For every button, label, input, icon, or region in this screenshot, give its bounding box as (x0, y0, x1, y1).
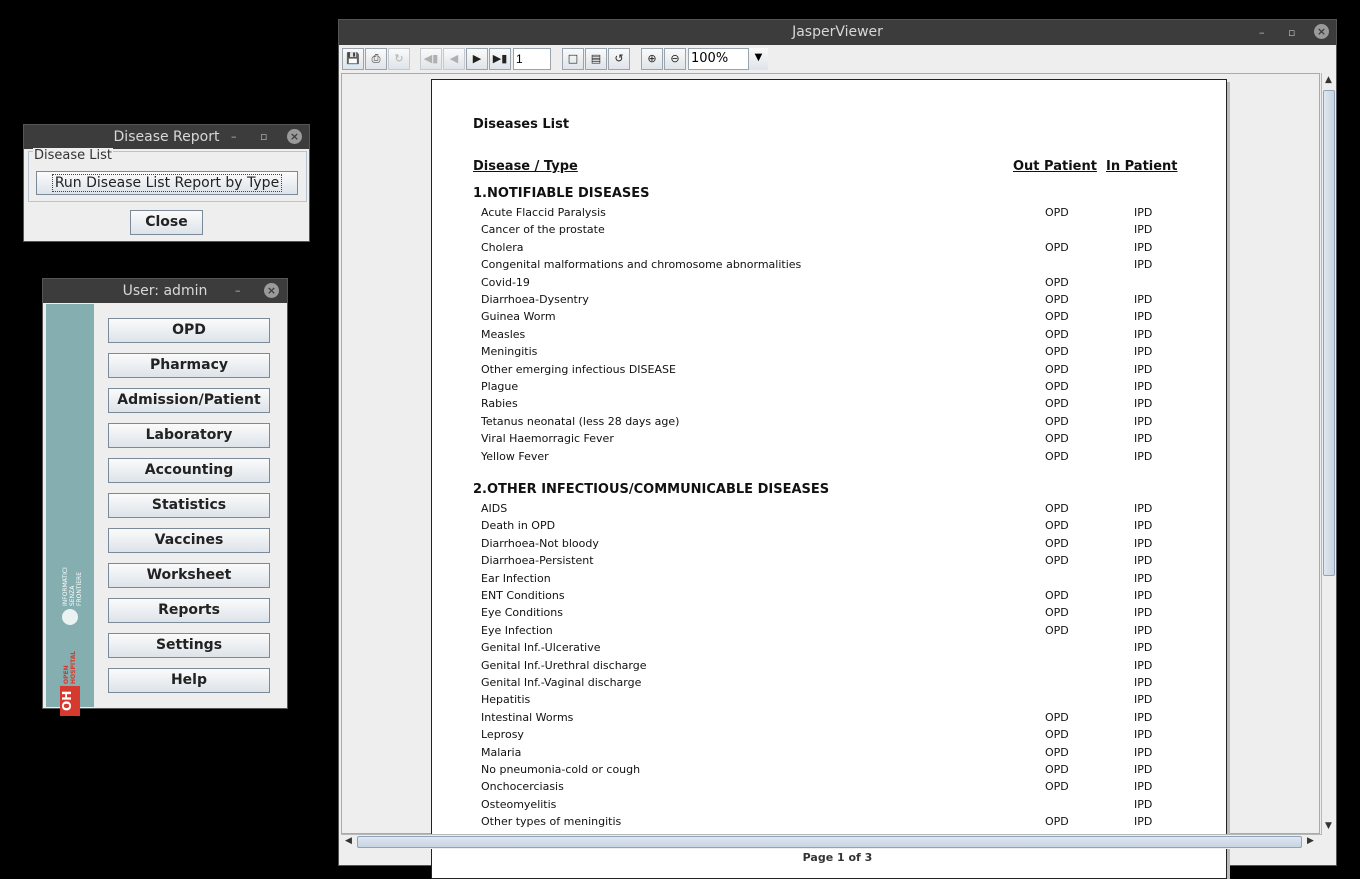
disease-report-title: Disease Report (113, 129, 220, 145)
menu-button-accounting[interactable]: Accounting (108, 458, 270, 483)
out-patient-value: OPD (1045, 606, 1069, 620)
disease-row (481, 380, 1221, 397)
disease-name: Covid-19 (481, 275, 530, 289)
close-icon[interactable]: × (1314, 24, 1329, 39)
out-patient-value: OPD (1045, 780, 1069, 794)
out-patient-value: OPD (1045, 380, 1069, 393)
viewer-title: JasperViewer (792, 24, 883, 40)
disease-name: Measles (481, 327, 526, 341)
out-patient-value: OPD (1045, 554, 1069, 568)
in-patient-value: IPD (1134, 641, 1153, 655)
isf-logo-icon (62, 609, 78, 625)
menu-button-help[interactable]: Help (108, 668, 270, 693)
actual-size-icon[interactable]: □ (562, 48, 584, 70)
in-patient-value: IPD (1134, 380, 1153, 393)
disease-row (481, 206, 1221, 223)
disease-name: AIDS (481, 502, 508, 515)
disease-row (481, 572, 1221, 589)
disease-name: Meningitis (481, 345, 538, 359)
open-hospital-logo: OH (60, 686, 80, 716)
disease-name: Cancer of the prostate (481, 223, 605, 237)
in-patient-value: IPD (1134, 589, 1153, 602)
disease-name: Osteomyelitis (481, 797, 557, 811)
scroll-down-icon[interactable]: ▼ (1325, 821, 1332, 831)
out-patient-value: OPD (1045, 589, 1069, 602)
menu-button-worksheet[interactable]: Worksheet (108, 563, 270, 588)
out-patient-value: OPD (1045, 275, 1069, 289)
reload-icon[interactable]: ↻ (388, 48, 410, 70)
horizontal-scrollbar[interactable] (341, 834, 1321, 849)
disease-row (481, 763, 1221, 780)
zoom-select[interactable]: 100% (688, 48, 768, 70)
out-patient-value: OPD (1045, 397, 1069, 411)
in-patient-value: IPD (1134, 710, 1153, 724)
disease-row (481, 345, 1221, 362)
disease-row (481, 432, 1221, 449)
horizontal-scroll-thumb[interactable] (357, 836, 1302, 848)
in-patient-value: IPD (1134, 293, 1153, 306)
out-patient-value: OPD (1045, 310, 1069, 324)
disease-name: Genital Inf.-Ulcerative (481, 641, 601, 655)
disease-name: Tetanus neonatal (less 28 days age) (481, 414, 680, 428)
disease-row (481, 641, 1221, 658)
disease-row (481, 589, 1221, 606)
out-patient-value: OPD (1045, 536, 1069, 550)
in-patient-value: IPD (1134, 693, 1153, 707)
disease-row (481, 676, 1221, 693)
report-title: Diseases List (473, 117, 570, 132)
disease-report-window (23, 124, 310, 242)
run-disease-report-button[interactable] (36, 171, 298, 195)
disease-row (481, 554, 1221, 571)
menu-button-opd[interactable]: OPD (108, 318, 270, 343)
out-patient-value: OPD (1045, 414, 1069, 428)
disease-name: Other emerging infectious DISEASE (481, 362, 676, 376)
disease-row (481, 693, 1221, 710)
column-header-disease: Disease / Type (473, 159, 578, 174)
disease-name: Intestinal Worms (481, 710, 574, 724)
disease-name: Diarrhoea-Not bloody (481, 536, 599, 550)
logo-name: OPEN HOSPITAL (63, 650, 77, 684)
out-patient-value: OPD (1045, 745, 1069, 759)
jasper-viewer-titlebar[interactable] (339, 20, 1336, 45)
out-patient-value: OPD (1045, 519, 1069, 533)
out-patient-value: OPD (1045, 449, 1069, 463)
menu-button-vaccines[interactable]: Vaccines (108, 528, 270, 553)
restore-icon[interactable]: ▫ (260, 130, 268, 143)
out-patient-value: OPD (1045, 206, 1069, 219)
in-patient-value: IPD (1134, 658, 1153, 672)
disease-name: Malaria (481, 745, 522, 759)
fit-page-icon[interactable]: ▤ (585, 48, 607, 70)
disease-name: Diarrhoea-Persistent (481, 554, 594, 568)
out-patient-value: OPD (1045, 623, 1069, 637)
disease-row (481, 711, 1221, 728)
minimize-icon[interactable]: – (1259, 26, 1265, 39)
disease-row (481, 241, 1221, 258)
menu-button-settings[interactable]: Settings (108, 633, 270, 658)
disease-name: Other types of meningitis (481, 815, 622, 829)
menu-button-reports[interactable]: Reports (108, 598, 270, 623)
section-title: 2.OTHER INFECTIOUS/COMMUNICABLE DISEASES (473, 482, 830, 497)
disease-name: Eye Conditions (481, 606, 563, 620)
fit-width-icon[interactable]: ↺ (608, 48, 630, 70)
user-title: User: admin (122, 283, 208, 299)
print-icon[interactable]: ⎙ (365, 48, 387, 70)
jasper-viewer-window (338, 19, 1337, 866)
in-patient-value: IPD (1134, 745, 1153, 759)
disease-report-titlebar[interactable] (24, 125, 309, 149)
disease-name: Diarrhoea-Dysentry (481, 293, 589, 306)
in-patient-value: IPD (1134, 676, 1153, 689)
disease-name: Leprosy (481, 728, 524, 742)
disease-row (481, 815, 1221, 832)
disease-name: ENT Conditions (481, 589, 565, 602)
out-patient-value: OPD (1045, 763, 1069, 776)
disease-name: Genital Inf.-Urethral discharge (481, 658, 647, 672)
disease-name: Eye Infection (481, 623, 553, 637)
scroll-left-icon[interactable]: ◀ (345, 836, 352, 846)
out-patient-value: OPD (1045, 432, 1069, 446)
disease-row (481, 328, 1221, 345)
in-patient-value: IPD (1134, 327, 1153, 341)
disease-row (481, 397, 1221, 414)
disease-row (481, 537, 1221, 554)
logo-subtitle: INFORMATICI SENZA FRONTIERE (62, 567, 83, 606)
disease-name: Hepatitis (481, 693, 531, 707)
logo-sidebar (46, 304, 94, 712)
in-patient-value: IPD (1134, 345, 1153, 359)
scroll-up-icon[interactable]: ▲ (1325, 75, 1332, 85)
disease-row (481, 624, 1221, 641)
in-patient-value: IPD (1134, 258, 1153, 272)
disease-name: Onchocerciasis (481, 780, 564, 794)
disease-row (481, 258, 1221, 275)
chevron-down-icon[interactable]: ▼ (748, 48, 768, 70)
out-patient-value: OPD (1045, 240, 1069, 254)
disease-row (481, 223, 1221, 240)
in-patient-value: IPD (1134, 728, 1153, 742)
in-patient-value: IPD (1134, 797, 1153, 811)
disease-row (481, 746, 1221, 763)
in-patient-value: IPD (1134, 223, 1153, 237)
column-header-in-patient: In Patient (1106, 159, 1178, 174)
in-patient-value: IPD (1134, 414, 1153, 428)
disease-row (481, 519, 1221, 536)
out-patient-value: OPD (1045, 362, 1069, 376)
menu-button-admission-patient[interactable]: Admission/Patient (108, 388, 270, 413)
disease-row (481, 450, 1221, 467)
disease-name: Plague (481, 380, 519, 393)
disease-row (481, 728, 1221, 745)
menu-button-statistics[interactable]: Statistics (108, 493, 270, 518)
out-patient-value: OPD (1045, 728, 1069, 742)
disease-name: Acute Flaccid Paralysis (481, 206, 606, 219)
close-button[interactable]: Close (130, 210, 203, 235)
in-patient-value: IPD (1134, 449, 1153, 463)
out-patient-value: OPD (1045, 502, 1069, 515)
vertical-scroll-thumb[interactable] (1323, 90, 1335, 576)
zoom-out-icon[interactable]: ⊖ (664, 48, 686, 70)
in-patient-value: IPD (1134, 623, 1153, 637)
out-patient-value: OPD (1045, 345, 1069, 359)
disease-name: No pneumonia-cold or cough (481, 763, 641, 776)
main-menu-window (42, 278, 288, 712)
viewer-toolbar (339, 45, 1336, 71)
in-patient-value: IPD (1134, 206, 1153, 219)
disease-row (481, 363, 1221, 380)
disease-name: Yellow Fever (481, 449, 549, 463)
menu-button-laboratory[interactable]: Laboratory (108, 423, 270, 448)
out-patient-value: OPD (1045, 815, 1069, 829)
disease-row (481, 415, 1221, 432)
disease-row (481, 276, 1221, 293)
disease-name: Genital Inf.-Vaginal discharge (481, 676, 642, 689)
out-patient-value: OPD (1045, 327, 1069, 341)
in-patient-value: IPD (1134, 362, 1153, 376)
disease-name: Congenital malformations and chromosome abnormalities (481, 258, 802, 272)
disease-name: Guinea Worm (481, 310, 556, 324)
scroll-right-icon[interactable]: ▶ (1307, 836, 1314, 846)
next-page-icon[interactable]: ▶ (466, 48, 488, 70)
disease-row (481, 310, 1221, 327)
in-patient-value: IPD (1134, 397, 1153, 411)
disease-row (481, 502, 1221, 519)
disease-name: Death in OPD (481, 519, 556, 533)
run-disease-report-label: Run Disease List Report by Type (52, 174, 282, 192)
disease-row (481, 293, 1221, 310)
report-viewport[interactable] (341, 73, 1320, 834)
close-icon[interactable]: × (264, 283, 279, 298)
first-page-icon[interactable]: ◀▮ (420, 48, 442, 70)
in-patient-value: IPD (1134, 502, 1153, 515)
out-patient-value: OPD (1045, 710, 1069, 724)
in-patient-value: IPD (1134, 780, 1153, 794)
in-patient-value: IPD (1134, 432, 1153, 446)
disease-row (481, 659, 1221, 676)
previous-page-icon[interactable]: ◀ (443, 48, 465, 70)
section-title: 1.NOTIFIABLE DISEASES (473, 186, 650, 201)
in-patient-value: IPD (1134, 571, 1153, 585)
in-patient-value: IPD (1134, 606, 1153, 620)
in-patient-value: IPD (1134, 519, 1153, 533)
close-icon[interactable]: × (287, 129, 302, 144)
disease-row (481, 780, 1221, 797)
minimize-icon[interactable]: – (235, 284, 241, 297)
vertical-scrollbar[interactable] (1321, 73, 1336, 835)
in-patient-value: IPD (1134, 554, 1153, 568)
report-page (431, 79, 1227, 879)
in-patient-value: IPD (1134, 815, 1153, 829)
disease-name: Viral Haemorragic Fever (481, 432, 614, 446)
out-patient-value: OPD (1045, 293, 1069, 306)
main-menu-titlebar[interactable] (43, 279, 287, 303)
save-icon[interactable]: 💾 (342, 48, 364, 70)
disease-row (481, 606, 1221, 623)
disease-name: Ear Infection (481, 571, 551, 585)
in-patient-value: IPD (1134, 310, 1153, 324)
disease-name: Rabies (481, 397, 518, 411)
disease-row (481, 798, 1221, 815)
in-patient-value: IPD (1134, 536, 1153, 550)
zoom-in-icon[interactable]: ⊕ (641, 48, 663, 70)
column-header-out-patient: Out Patient (1013, 159, 1097, 174)
page-number-input[interactable] (513, 48, 551, 70)
restore-icon[interactable]: ▫ (1288, 26, 1296, 39)
last-page-icon[interactable]: ▶▮ (489, 48, 511, 70)
disease-list-legend: Disease List (34, 148, 112, 163)
minimize-icon[interactable]: – (231, 130, 237, 143)
in-patient-value: IPD (1134, 240, 1153, 254)
in-patient-value: IPD (1134, 763, 1153, 776)
disease-name: Cholera (481, 240, 524, 254)
page-status: Page 1 of 3 (802, 851, 873, 864)
menu-button-pharmacy[interactable]: Pharmacy (108, 353, 270, 378)
